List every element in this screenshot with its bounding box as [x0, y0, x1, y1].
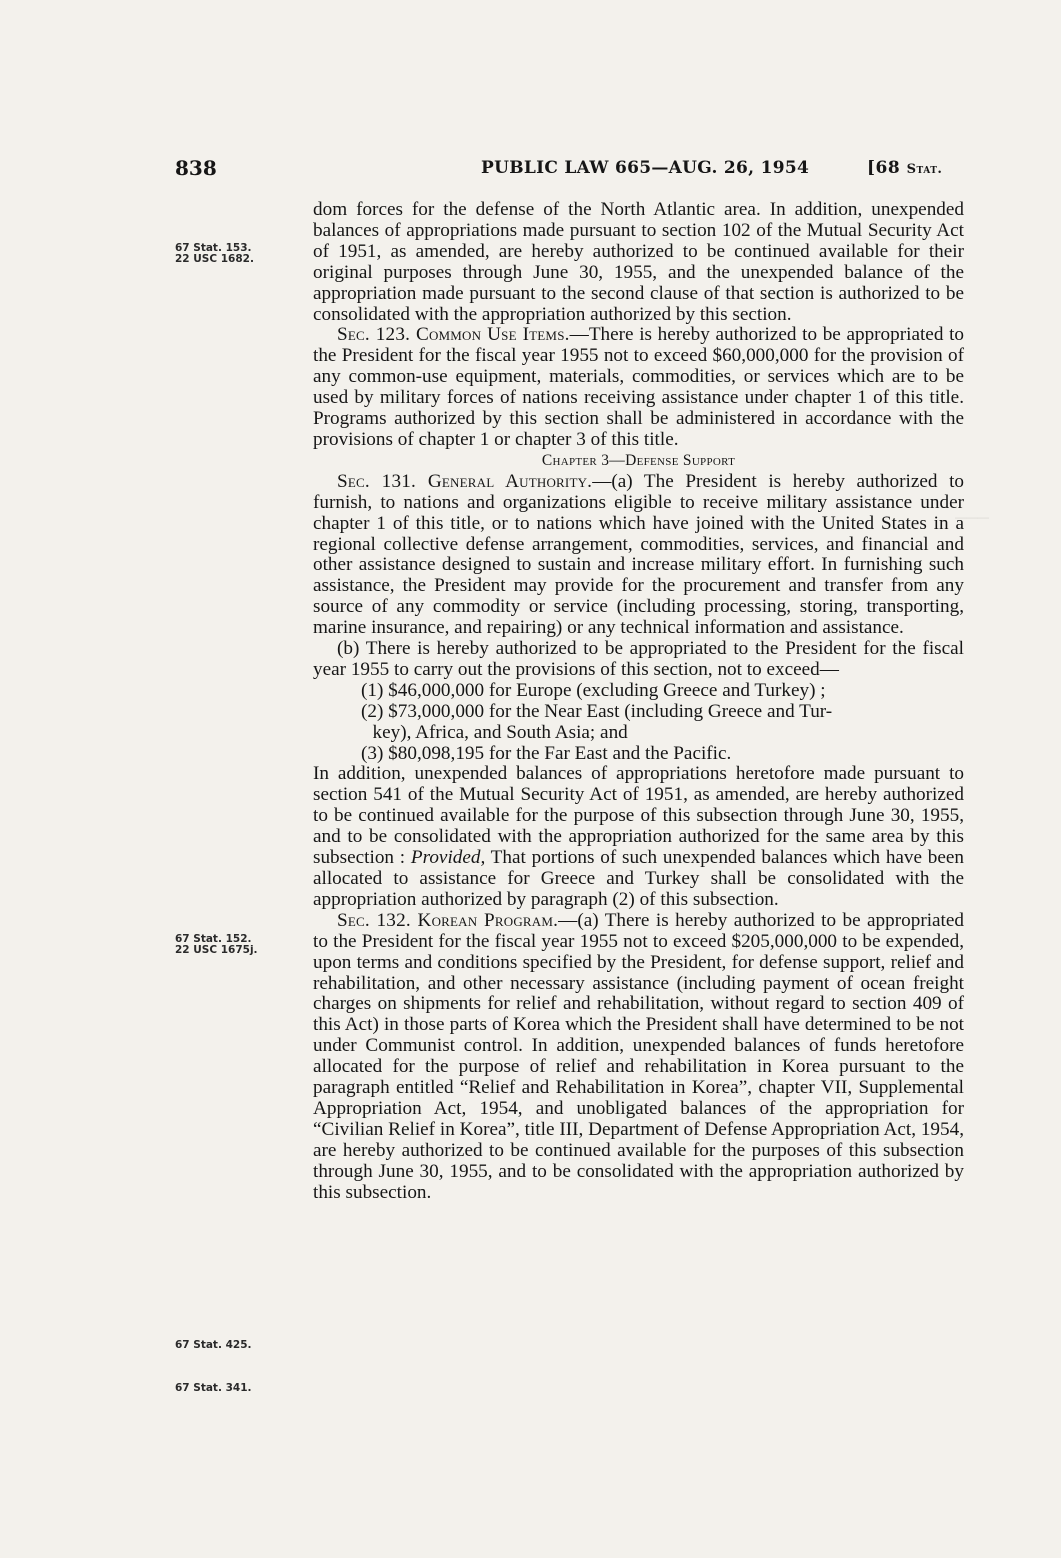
- section-text: —(a) There is hereby authorized to be appropriated to the President for the fiscal year 1955 not to exceed $205,000,000 to be expended, upon terms and conditions specified by the President, for defense support, relief and rehabilitation, and other necessary assistance (including payment of ocean freight charges on shipments for relief and rehabilitation, without regard to section 409 of this Act) in those parts of Korea which the President shall have determined to be not under Communist control. In addition, unexpended balances of funds heretofore allocated for the purpose of relief and rehabilitation in Korea pursuant to the paragraph entitled “Relief and Rehabilitation in Korea”, chapter VII, Supplemental Appropriation Act, 1954, and unobligated balances of the appropriation for “Civilian Relief in Korea”, title III, Department of Defense Appropriation Act, 1954, are hereby authorized to be continued available for the purposes of this subsection through June 30, 1955, and to be consolidated with the appropriation authorized by this subsection.: [313, 909, 964, 1203]
- volume-bracket: [68: [867, 158, 901, 178]
- list-item: (2) $73,000,000 for the Near East (including Greece and Tur-: [361, 700, 833, 722]
- margin-citation-line: 67 Stat. 152.: [175, 933, 252, 945]
- margin-citation: [175, 1340, 295, 1351]
- margin-citation-line: 67 Stat. 425.: [175, 1339, 252, 1351]
- page-header: [175, 156, 985, 186]
- margin-citation-line: 22 USC 1682.: [175, 253, 254, 265]
- section-heading: Sec. 132. Korean Program.: [337, 909, 559, 931]
- section-123: [313, 325, 964, 450]
- chapter-heading: Chapter 3—Defense Support: [541, 451, 736, 469]
- list-item: (3) $80,098,195 for the Far East and the Pacific.: [361, 742, 732, 764]
- paragraph-text: In addition, unexpended balances of appropriations heretofore made pursuant to section 541 of the Mutual Security Act of 1951, as amended, are hereby authorized to be continued available for the purpose of this subsection through June 30, 1955, and to be consolidated with the appropriation authorized for the same area by this subsection :: [313, 763, 964, 869]
- margin-citation-line: 22 USC 1675j.: [175, 944, 258, 956]
- section-text: —(a) The President is hereby authorized to furnish, to nations and organizations eligible to receive military assistance under chapter 1 of this title, or to nations which have joined with the United States in a regional collective defense arrangement, commodities, services, and financial and other assistance designed to sustain and increase military effort. In furnishing such assistance, the President may provide for the procurement and transfer from any source of any commodity or service (including processing, storing, transporting, marine insurance, and repairing) or any technical information and assistance.: [313, 470, 964, 639]
- running-head: PUBLIC LAW 665—AUG. 26, 1954: [481, 158, 810, 178]
- section-heading: Sec. 123. Common Use Items.: [337, 324, 570, 346]
- paragraph-text: That portions of such unexpended balances which have been allocated to assistance for Greece and Turkey shall be consolidated with the appropriation authorized by paragraph (2) of this subsection.: [313, 847, 965, 910]
- section-131: [313, 472, 964, 639]
- margin-citation-line: 67 Stat. 153.: [175, 242, 252, 254]
- paragraph-continuation: dom forces for the defense of the North Atlantic area. In addition, unexpended balances of appropriations made pursuant to section 102 of the Mutual Security Act of 1951, as amended, are hereby authorized to be continued available for their original purposes through June 30, 1955, and the unexpended balance of the appropriation made pursuant to the second clause of that section is authorized to be consolidated with the appropriation authorized by this section.: [313, 199, 964, 325]
- bleed-through-text: ───: [955, 510, 990, 527]
- section-heading: Sec. 131. General Authority.: [337, 470, 593, 492]
- provided-proviso: Provided,: [410, 847, 486, 869]
- margin-citation-line: 67 Stat. 341.: [175, 1382, 252, 1394]
- subsection-b: (b) There is hereby authorized to be appropriated to the President for the fiscal year 1955 to carry out the provisions of this section, not to exceed—: [313, 638, 964, 680]
- volume-reference: [867, 158, 942, 178]
- list-item: (1) $46,000,000 for Europe (excluding Greece and Turkey) ;: [361, 679, 826, 701]
- list-item-continuation: key), Africa, and South Asia; and: [372, 721, 628, 743]
- section-text: —There is hereby authorized to be appropriated to the President for the fiscal year 1955 not to exceed $60,000,000 for the provision of any common-use equipment, materials, commodities, or services which are to be used by military forces of nations receiving assistance under chapter 1 of this title. Programs authorized by this section shall be administered in accordance with the provisions of chapter 1 or chapter 3 of this title.: [313, 324, 964, 450]
- page-number: 838: [175, 156, 217, 180]
- statute-body: [313, 200, 964, 1204]
- margin-citation: [175, 243, 295, 265]
- volume-label: Stat.: [906, 162, 943, 177]
- paragraph-addition: [313, 764, 964, 910]
- margin-citation: [175, 934, 295, 956]
- margin-citation: [175, 1383, 295, 1394]
- section-132: [313, 911, 964, 1204]
